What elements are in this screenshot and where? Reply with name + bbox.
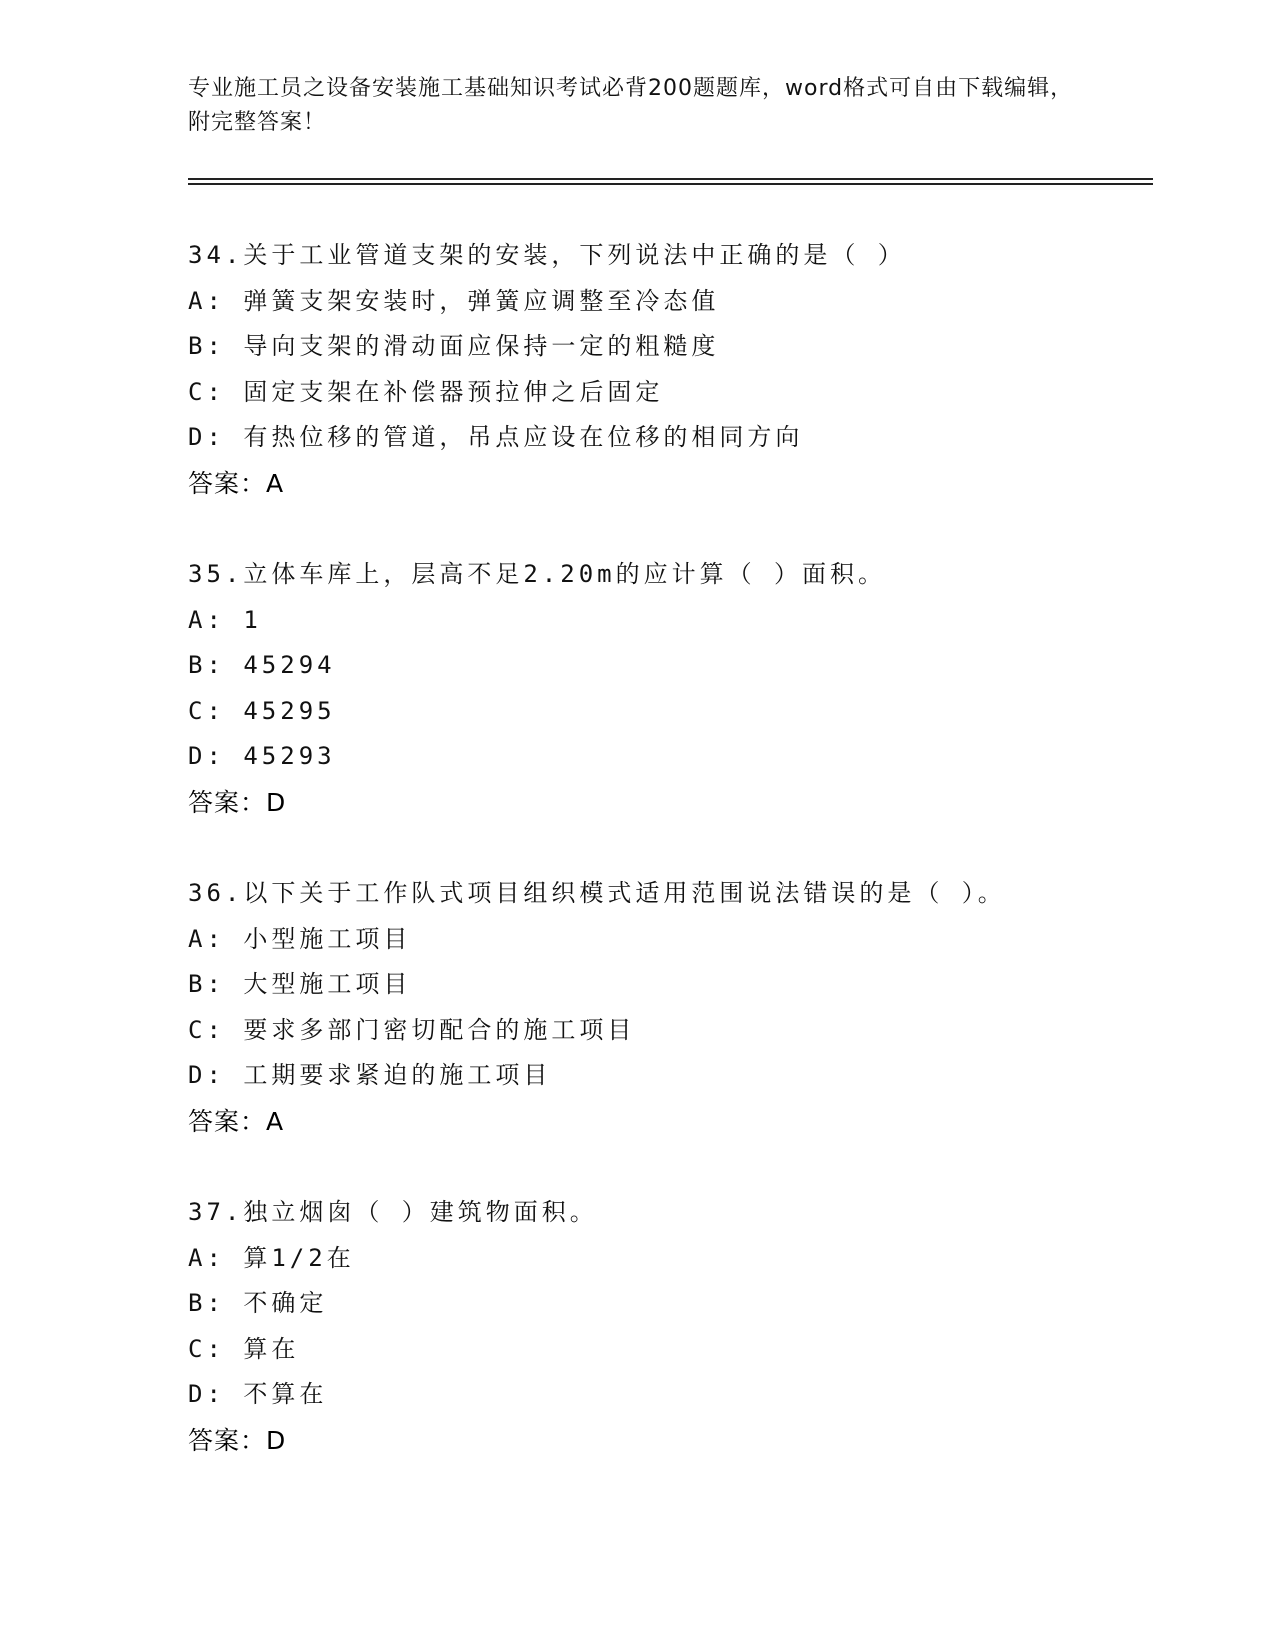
option-a: A: 弹簧支架安装时，弹簧应调整至冷态值 xyxy=(188,286,720,315)
question-36 xyxy=(188,871,1148,1144)
answer-label: 答案：A xyxy=(188,468,285,498)
option-a: A: 算1/2在 xyxy=(188,1243,355,1272)
option-d: D: 45293 xyxy=(188,742,336,770)
option-d: D: 工期要求紧迫的施工项目 xyxy=(188,1061,552,1089)
option-c: C: 要求多部门密切配合的施工项目 xyxy=(188,1015,636,1044)
question-stem: 35.立体车库上，层高不足2.20m的应计算（ ）面积。 xyxy=(188,560,887,588)
option-c: C: 固定支架在补偿器预拉伸之后固定 xyxy=(188,377,664,406)
header-rule-bottom xyxy=(188,183,1153,185)
option-b: B: 大型施工项目 xyxy=(188,970,412,998)
answer-label: 答案：A xyxy=(188,1106,285,1136)
question-37 xyxy=(188,1190,1148,1463)
option-b: B: 45294 xyxy=(188,651,336,679)
option-b: B: 导向支架的滑动面应保持一定的粗糙度 xyxy=(188,332,720,360)
question-35 xyxy=(188,552,1148,825)
question-list xyxy=(188,233,1148,1509)
option-b: B: 不确定 xyxy=(188,1289,328,1317)
question-stem: 34.关于工业管道支架的安装，下列说法中正确的是（ ） xyxy=(188,241,906,269)
option-d: D: 不算在 xyxy=(188,1380,328,1408)
document-header: 专业施工员之设备安装施工基础知识考试必背200题题库，word格式可自由下载编辑，附完整答案！ xyxy=(188,76,1074,135)
answer-label: 答案：D xyxy=(188,1425,287,1455)
option-c: C: 算在 xyxy=(188,1334,300,1363)
option-d: D: 有热位移的管道，吊点应设在位移的相同方向 xyxy=(188,423,804,451)
question-stem: 37.独立烟囱（ ）建筑物面积。 xyxy=(188,1198,598,1226)
answer-label: 答案：D xyxy=(188,787,287,817)
option-a: A: 1 xyxy=(188,605,262,634)
header-rule-top xyxy=(188,178,1153,180)
option-c: C: 45295 xyxy=(188,696,336,725)
option-a: A: 小型施工项目 xyxy=(188,924,412,953)
question-34 xyxy=(188,233,1148,506)
question-stem: 36.以下关于工作队式项目组织模式适用范围说法错误的是（ ）。 xyxy=(188,879,1006,907)
